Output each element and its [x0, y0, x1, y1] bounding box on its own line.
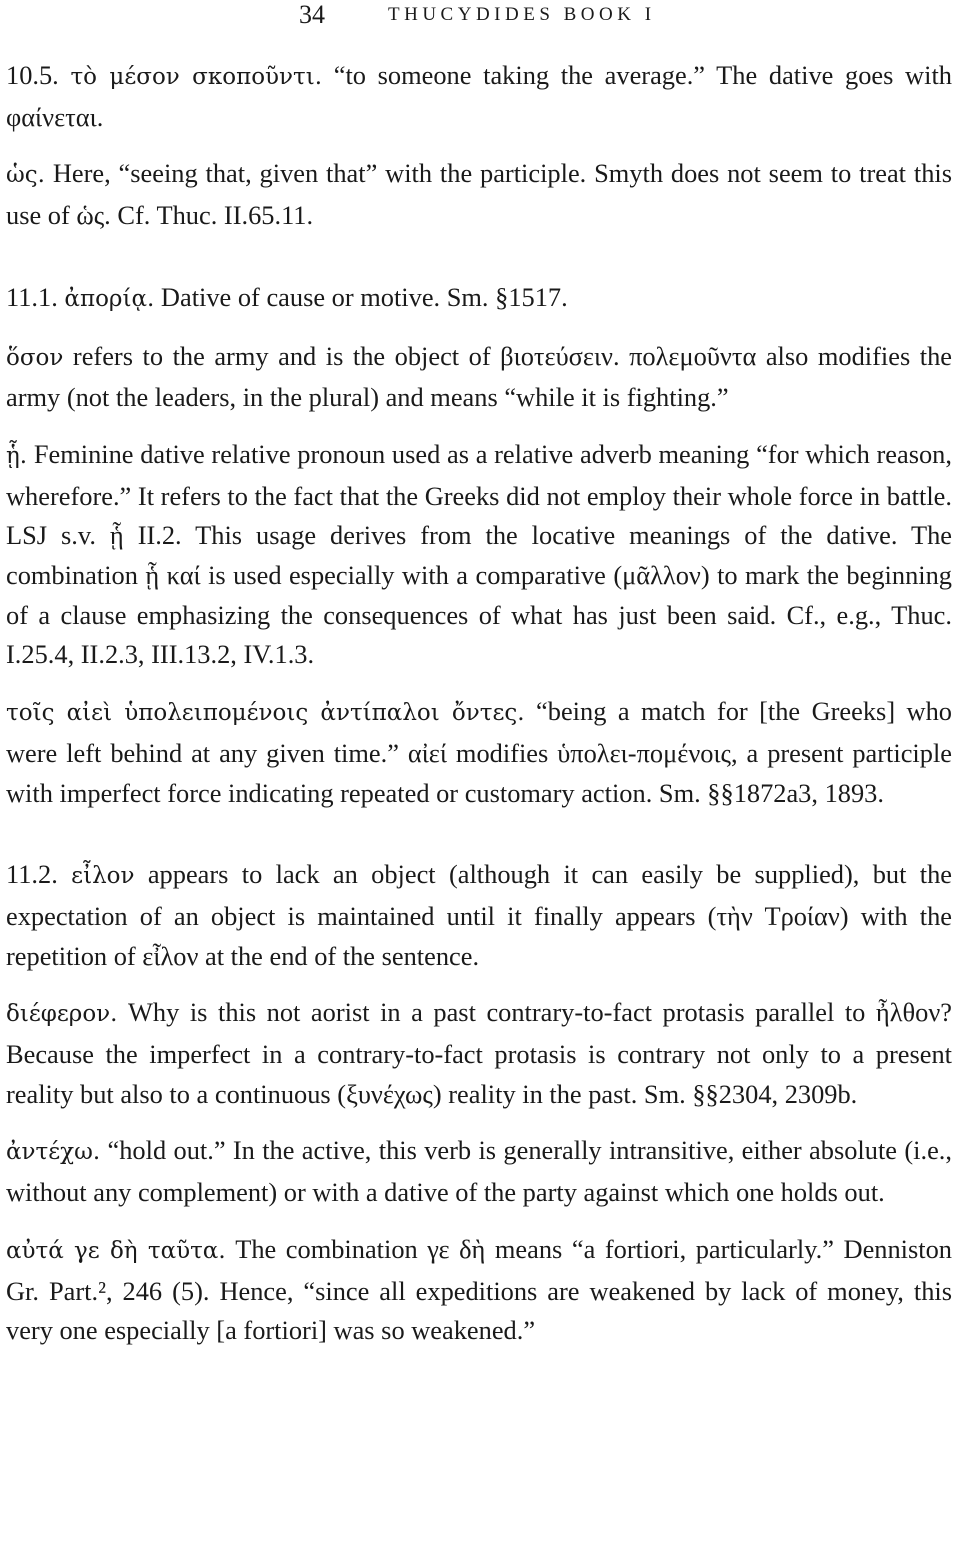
note-hos [6, 154, 952, 235]
running-head: THUCYDIDES BOOK I [388, 4, 656, 25]
note-text: The combination γε δὴ means “a fortiori, particularly.” Denniston Gr. Part.², 246 (5). Hence, “since all expeditions are weakened by lack of money, this very one especially [a fortiori] was so weakened.” [6, 1233, 953, 1346]
section-ref: 10.5. [6, 60, 59, 90]
note-text: Here, “seeing that, given that” with the participle. Smyth does not seem to treat this use of ὡς. Cf. Thuc. II.65.11. [6, 158, 952, 231]
note-tois-aiei [6, 692, 952, 813]
note-hoson [6, 337, 952, 418]
note-text: “hold out.” In the active, this verb is generally intransitive, either absolute (i.e., without any complement) or with a dative of the party against which one holds out. [6, 1135, 952, 1208]
section-ref: 11.2. [6, 859, 58, 890]
note-auta-ge [6, 1230, 952, 1351]
greek-lemma: αὐτά γε δὴ ταῦτα. [6, 1237, 226, 1264]
note-10-5 [6, 56, 952, 137]
note-text: “being a match for [the Greeks] who were left behind at any given time.” αἰεί modifies ὑπολει-πομένοις, a present participle with imperfect force indicating repeated or customary action. Sm. §§1872a3, 1893. [6, 696, 953, 808]
note-text: “to someone taking the average.” The dative goes with φαίνεται. [6, 60, 952, 132]
section-ref: 11.1. [6, 281, 58, 312]
note-text: appears to lack an object (although it can easily be supplied), but the expectation of an object is maintained until it finally appears (τὴν Τροίαν) with the repetition of εἶλον at the end of the sentence. [6, 859, 952, 971]
note-hei [6, 435, 952, 675]
note-11-2 [6, 855, 952, 976]
page-header [0, 0, 960, 30]
note-11-1 [6, 278, 952, 320]
greek-lemma: τὸ μέσον σκοποῦντι. [70, 64, 323, 90]
greek-lemma: διέφερον. [6, 1001, 118, 1028]
greek-lemma: εἶλον [71, 863, 135, 890]
greek-lemma: ἀντέχω. [6, 1139, 101, 1166]
greek-lemma: ᾗ. [6, 442, 28, 469]
page-number: 34 [299, 0, 325, 29]
note-diepheron [6, 993, 952, 1114]
note-text: Feminine dative relative pronoun used as a relative adverb meaning “for which reason, wherefore.” It refers to the fact that the Greeks did not employ their whole force in battle. LSJ s.v. ᾗ II.2. This usage derives from the locative meanings of the dative. The combination ᾗ καί is used especially with a comparative (μᾶλλον) to mark the beginning of a clause emphasizing the consequences of what has just been said. Cf., e.g., Thuc. I.25.4, II.2.3, III.13.2, IV.1.3. [6, 438, 952, 670]
greek-lemma: ὅσον [6, 344, 64, 371]
note-text: Why is this not aorist in a past contrary-to-fact protasis parallel to ἦλθον? Because the imperfect in a contrary-to-fact protasis is contrary not only to a present reality but also to a continuous (ξυνέχως) reality in the past. Sm. §§2304, 2309b. [6, 997, 952, 1109]
greek-lemma: ἀπορίᾳ. [64, 285, 155, 312]
note-antecho [6, 1131, 952, 1212]
note-text: refers to the army and is the object of βιοτεύσειν. πολεμοῦντα also modifies the army (not the leaders, in the plural) and means “while it is fighting.” [6, 340, 952, 413]
commentary-body [6, 56, 952, 1351]
greek-lemma: ὡς. [6, 162, 45, 189]
note-text: Dative of cause or motive. Sm. §1517. [160, 281, 568, 312]
greek-lemma: τοῖς αἰεὶ ὑπολειπομένοις ἀντίπαλοι ὄντες. [6, 700, 525, 727]
